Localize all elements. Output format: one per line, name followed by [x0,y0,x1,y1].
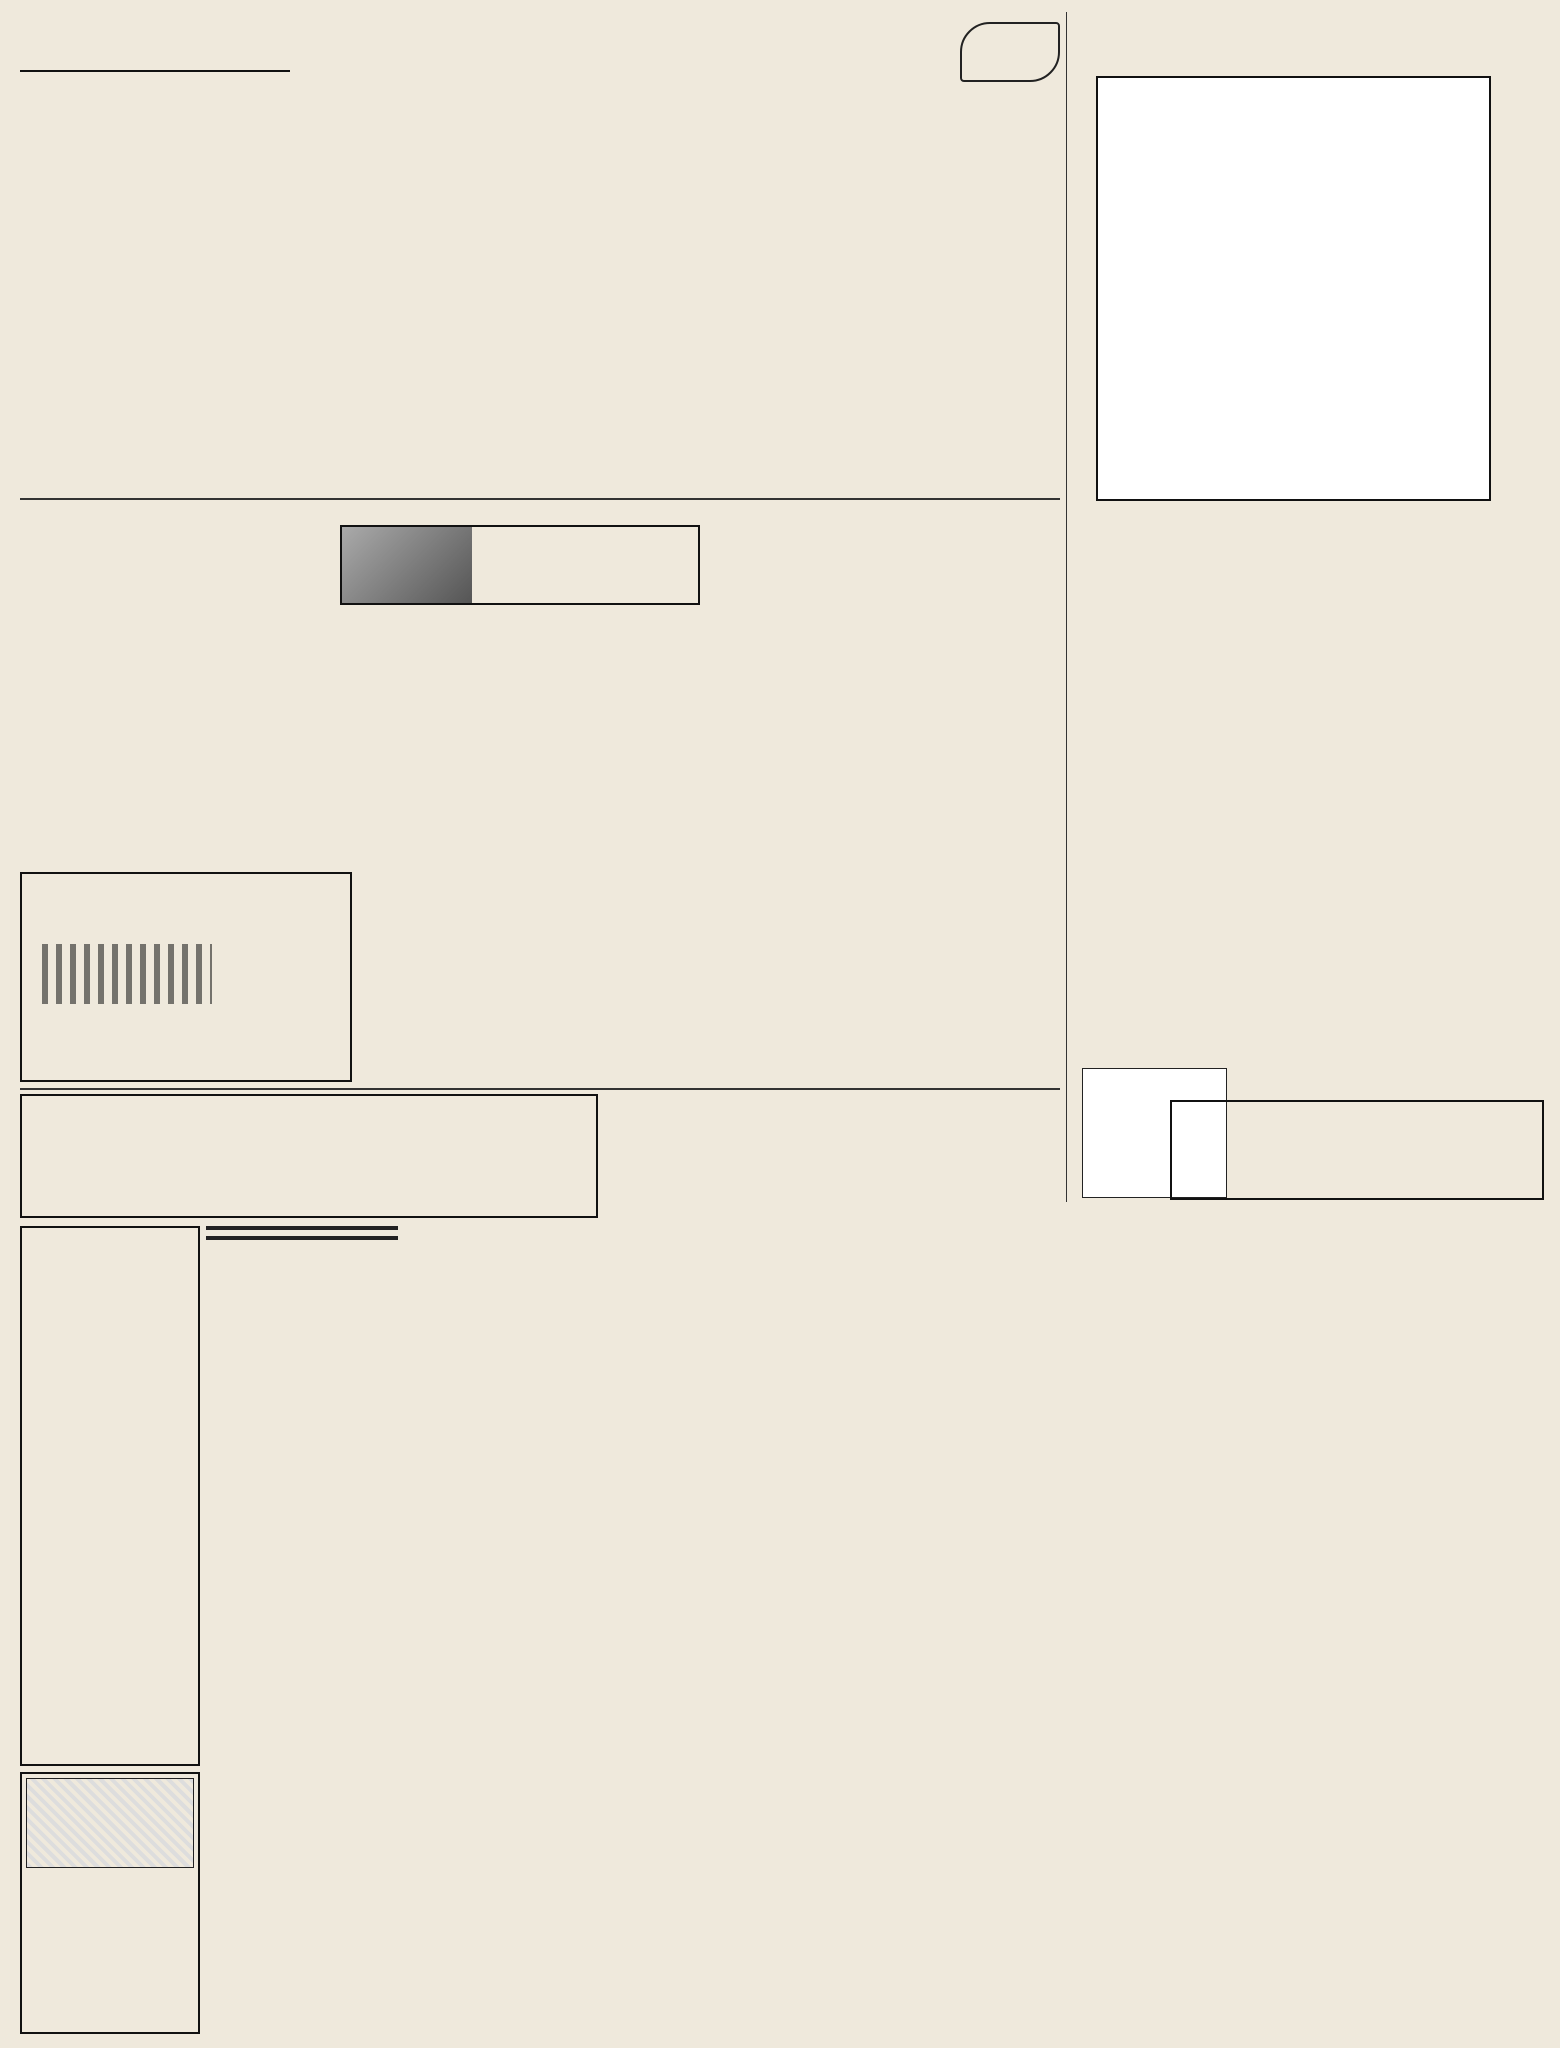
speech-col-5 [20,90,292,430]
serial-ad-horsemen-image [42,944,212,1004]
speech-col-1 [696,90,868,490]
class-ad-body [26,1232,194,1432]
serial-new-ad [20,872,352,1082]
crossword-clues [1094,508,1544,768]
crossword-row-numbers [1496,76,1522,501]
classified-column-b [404,1226,598,2034]
crossword-grid[interactable] [1096,76,1491,501]
speech-col-3 [300,90,512,190]
job-seek-tag [206,1226,398,1230]
speech-col-2 [520,90,690,490]
misc-tag [206,1236,398,1240]
serial-col-3 [20,505,352,865]
serial-col-1 [700,505,1060,1083]
section-divider [20,498,1060,500]
telegram-text [300,222,512,490]
classified-column-g [1352,1206,1544,2034]
group-ad[interactable] [20,1094,598,1218]
classified-column-d [806,1094,1002,2034]
classified-column-e [1008,1094,1164,2034]
class-ad[interactable] [20,1226,200,1766]
class2-ad-body [26,1432,194,1552]
column-divider [1066,12,1067,1202]
speech-ornament [20,26,290,72]
masthead-logo [26,1778,194,1868]
crossword-solution [1094,770,1544,1060]
years-ago-text [876,196,1056,490]
serial-portrait-image [342,527,472,603]
section-divider [20,1088,1060,1090]
employment-banner [1170,1100,1544,1200]
classified-column-c [604,1094,800,2034]
serial-title-box [340,525,700,605]
years-ago-logo [960,22,1060,82]
masthead-box [20,1772,200,2034]
classified-column-a [206,1226,398,2034]
serial-col-2 [360,632,692,1082]
classified-column-f [1170,1206,1346,2034]
